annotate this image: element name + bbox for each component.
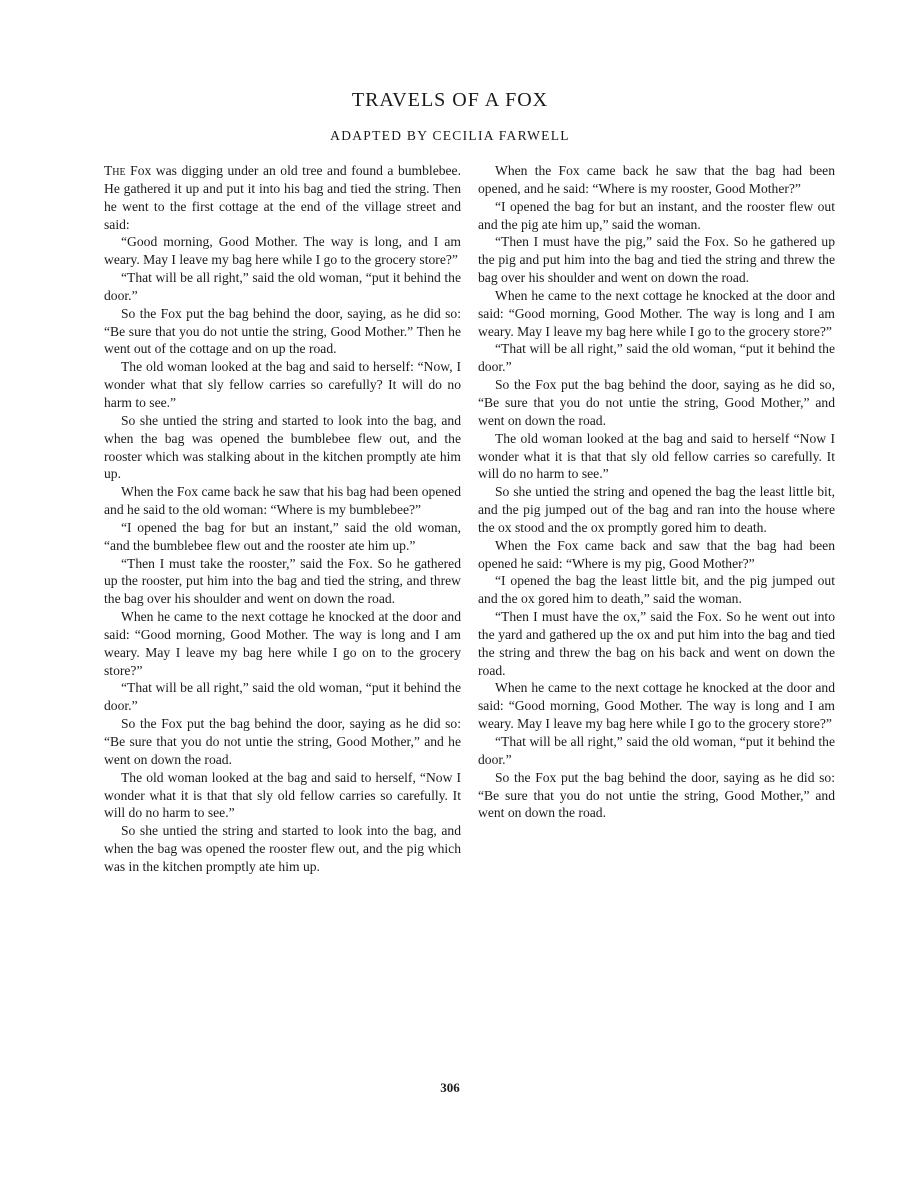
right-column (478, 162, 835, 822)
left-column (104, 162, 461, 876)
paragraph (104, 162, 461, 233)
paragraph: When he came to the next cottage he knocked at the door and said: “Good morning, Good Mother. The way is long and I am weary. May I leave my bag here while I go to the grocery store?” (478, 287, 835, 339)
paragraph: “Then I must take the rooster,” said the Fox. So he gathered up the rooster, put him into the bag and tied the string, and threw the bag over his shoulder and went on down the road. (104, 555, 461, 607)
page-number: 306 (440, 1080, 460, 1095)
paragraph: “I opened the bag for but an instant,” said the old woman, “and the bumblebee flew out and the rooster ate him up.” (104, 519, 461, 553)
paragraph: So she untied the string and started to look into the bag, and when the bag was opened the bumblebee flew out, and the rooster which was stalking about in the kitchen promptly ate him up. (104, 412, 461, 482)
paragraph: “Then I must have the pig,” said the Fox. So he gathered up the pig and put him into the bag and tied the string and threw the bag over his shoulder and went on down the road. (478, 234, 835, 286)
paragraph: “That will be all right,” said the old woman, “put it behind the door.” (478, 734, 835, 767)
paragraph: So the Fox put the bag behind the door, saying, as he did so: “Be sure that you do not untie the string, Good Mother.” Then he went out of the cottage and on up the road. (104, 305, 461, 357)
paragraph: “That will be all right,” said the old woman, “put it behind the door.” (478, 341, 835, 375)
paragraph: “That will be all right,” said the old woman, “put it behind the door.” (104, 270, 461, 303)
paragraph: So the Fox put the bag behind the door, saying as he did so: “Be sure that you do not untie the string, Good Mother,” and went on down the road. (478, 769, 835, 821)
paragraph: When he came to the next cottage he knocked at the door and said: “Good morning, Good Mother. The way is long and I am weary. May I leave my bag here while I go to the grocery store?” (478, 680, 835, 732)
paragraph: When the Fox came back and saw that the bag had been opened he said: “Where is my pig, Good Mother?” (478, 537, 835, 571)
paragraph: So she untied the string and started to look into the bag, and when the bag was opened the rooster flew out, and the pig which was in the kitchen promptly ate him up. (104, 823, 461, 874)
paragraph: When he came to the next cottage he knocked at the door and said: “Good morning, Good Mother. The way is long and I am weary. May I leave my bag here while I go on to the grocery store?” (104, 609, 461, 678)
paragraph: “I opened the bag the least little bit, and the pig jumped out and the ox gored him to death,” said the woman. (478, 573, 835, 607)
paragraph-text: Fox was digging under an old tree and found a bumblebee. He gathered it up and put it into his bag and tied the string. Then he went to the first cottage at the end of the village street and said: (104, 163, 461, 232)
opening-word: The (104, 163, 126, 178)
paragraph: “Then I must have the ox,” said the Fox. So he went out into the yard and gathered up the ox and put him into the bag and tied the string and threw the bag on his back and went on down the road. (478, 609, 835, 678)
story-title: TRAVELS OF A FOX (351, 89, 549, 111)
paragraph: “That will be all right,” said the old woman, “put it behind the door.” (104, 680, 461, 714)
story-byline: ADAPTED BY CECILIA FARWELL (330, 128, 570, 143)
paragraph: The old woman looked at the bag and said to herself “Now I wonder what it is that that sly old fellow carries so carefully. It will do no harm to see.” (478, 430, 835, 482)
paragraph: The old woman looked at the bag and said to herself: “Now, I wonder what that sly fellow carries so carefully? It will do no harm to see.” (104, 359, 461, 410)
paragraph: “Good morning, Good Mother. The way is long, and I am weary. May I leave my bag here while I go to the grocery store?” (104, 234, 461, 268)
paragraph: The old woman looked at the bag and said to herself, “Now I wonder what it is that that sly old fellow carries so carefully. It will do no harm to see.” (104, 769, 461, 821)
paragraph: So the Fox put the bag behind the door, saying as he did so, “Be sure that you do not untie the string, Good Mother,” and went on down the road. (478, 377, 835, 428)
paragraph: “I opened the bag for but an instant, and the rooster flew out and the pig ate him up,” said the woman. (478, 198, 835, 232)
paragraph: When the Fox came back he saw that his bag had been opened and he said to the old woman: “Where is my bumblebee?” (104, 484, 461, 518)
paragraph: So the Fox put the bag behind the door, saying as he did so: “Be sure that you do not untie the string, Good Mother,” and he went on down the road. (104, 716, 461, 767)
paragraph: When the Fox came back he saw that the bag had been opened, and he said: “Where is my rooster, Good Mother?” (478, 163, 835, 196)
paragraph: So she untied the string and opened the bag the least little bit, and the pig jumped out of the bag and ran into the house where the ox stood and the ox promptly gored him to death. (478, 484, 835, 535)
